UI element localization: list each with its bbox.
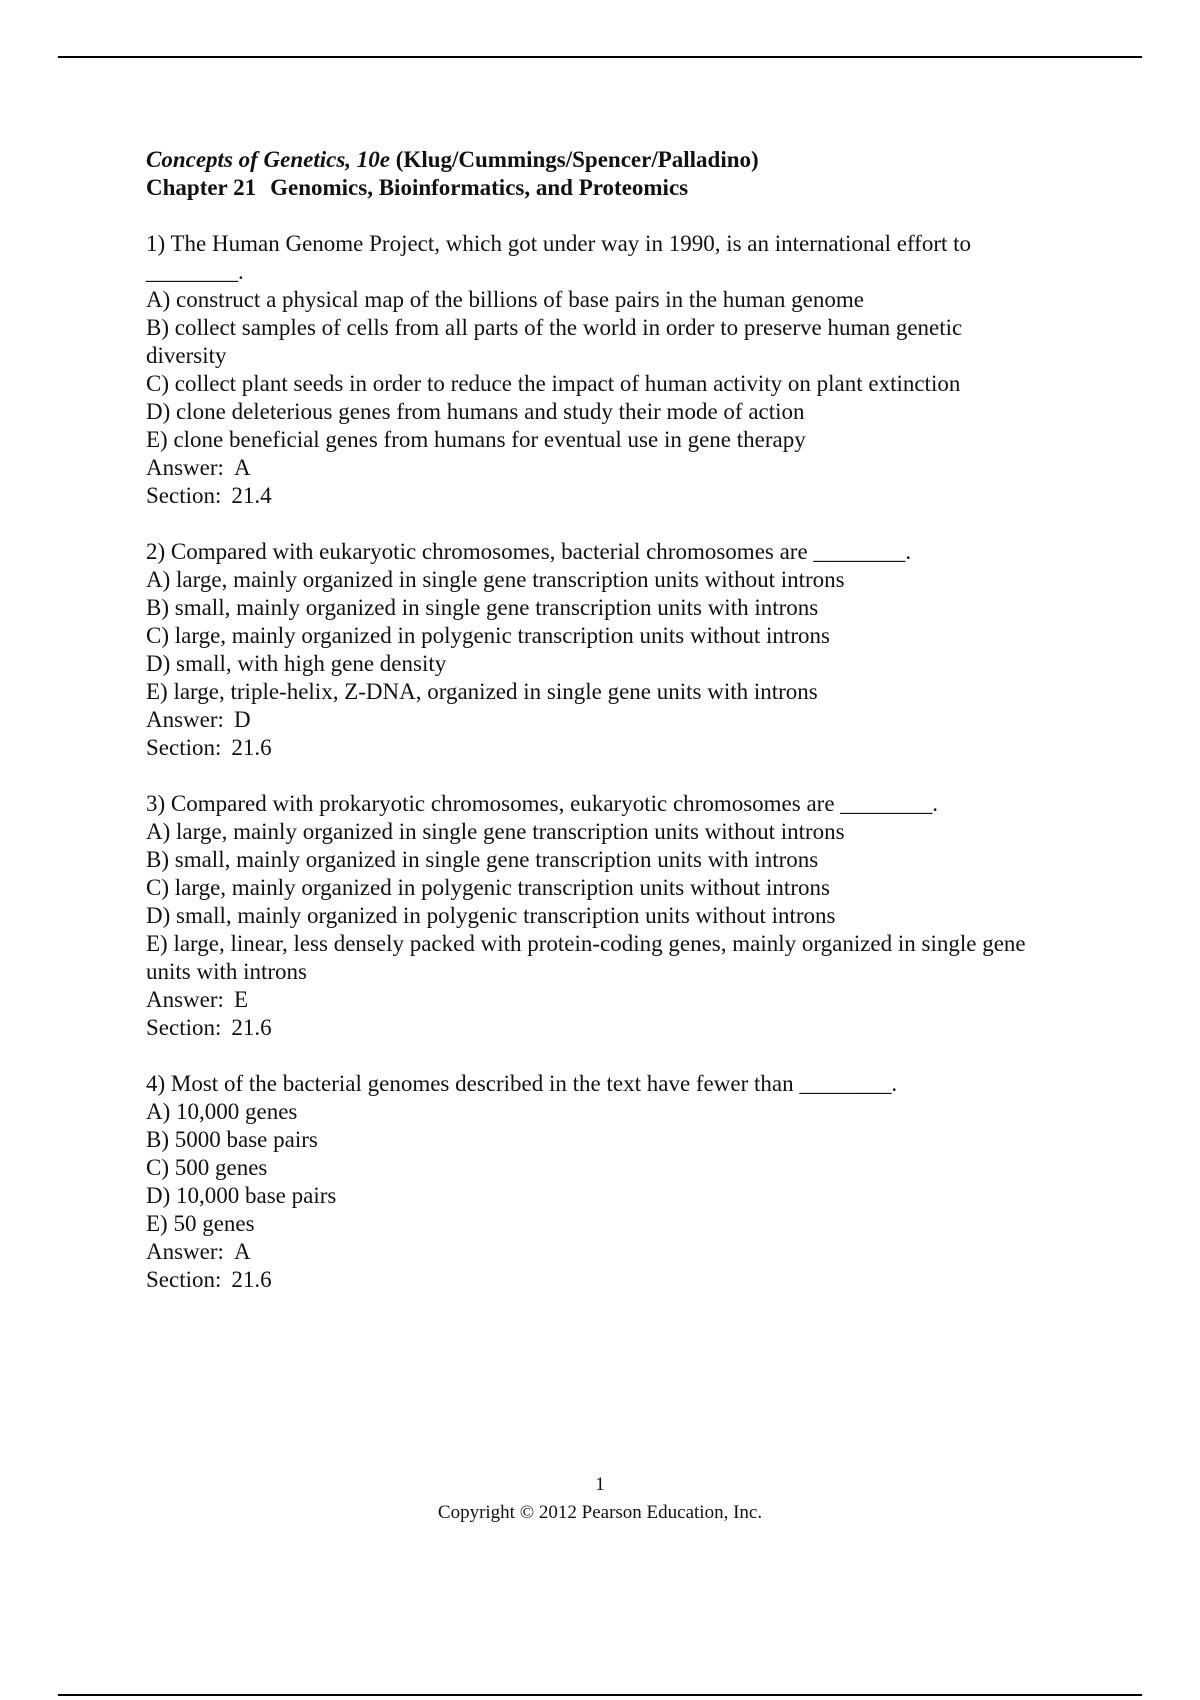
option-e: E) clone beneficial genes from humans for eventual use in gene therapy: [146, 427, 806, 452]
question-3: [146, 790, 1046, 1042]
chapter-label: Chapter 21: [146, 175, 257, 200]
copyright-notice: Copyright © 2012 Pearson Education, Inc.: [437, 1502, 763, 1523]
question-4: [146, 1070, 1046, 1294]
book-line: [146, 146, 1046, 174]
option-c: C) collect plant seeds in order to reduce the impact of human activity on plant extinction: [146, 371, 961, 396]
answer-value: A: [233, 1239, 251, 1264]
answer-label: Answer:: [146, 707, 224, 732]
option-e: E) large, triple-helix, Z-DNA, organized in single gene units with introns: [146, 679, 818, 704]
option-d: D) 10,000 base pairs: [146, 1183, 337, 1208]
question-stem: 1) The Human Genome Project, which got under way in 1990, is an international effort to ________.: [146, 231, 972, 284]
option-b: B) collect samples of cells from all parts of the world in order to preserve human genetic diversity: [146, 315, 963, 368]
question-stem: 3) Compared with prokaryotic chromosomes, eukaryotic chromosomes are ________.: [146, 791, 939, 816]
section-value: 21.6: [231, 1015, 272, 1040]
option-d: D) small, mainly organized in polygenic transcription units without introns: [146, 903, 836, 928]
answer-value: D: [233, 707, 251, 732]
option-e: E) 50 genes: [146, 1211, 255, 1236]
option-d: D) clone deleterious genes from humans and study their mode of action: [146, 399, 805, 424]
section-value: 21.6: [231, 1267, 272, 1292]
section-line: [146, 482, 1046, 510]
option-d: D) small, with high gene density: [146, 651, 447, 676]
section-line: [146, 1014, 1046, 1042]
question-stem: 2) Compared with eukaryotic chromosomes, bacterial chromosomes are ________.: [146, 539, 912, 564]
option-b: B) small, mainly organized in single gene transcription units with introns: [146, 595, 819, 620]
section-value: 21.6: [231, 735, 272, 760]
option-b: B) 5000 base pairs: [146, 1127, 318, 1152]
question-2: [146, 538, 1046, 762]
answer-value: A: [233, 455, 251, 480]
answer-line: [146, 986, 1046, 1014]
section-label: Section:: [146, 1267, 222, 1292]
bottom-rule: [58, 1694, 1142, 1696]
option-a: A) large, mainly organized in single gene transcription units without introns: [146, 819, 845, 844]
page-number: 1: [595, 1474, 605, 1495]
book-authors: (Klug/Cummings/Spencer/Palladino): [395, 147, 759, 172]
answer-line: [146, 706, 1046, 734]
option-a: A) 10,000 genes: [146, 1099, 298, 1124]
option-a: A) construct a physical map of the billions of base pairs in the human genome: [146, 287, 864, 312]
section-line: [146, 734, 1046, 762]
section-label: Section:: [146, 1015, 222, 1040]
option-a: A) large, mainly organized in single gene transcription units without introns: [146, 567, 845, 592]
document-header: [146, 146, 1046, 202]
option-c: C) 500 genes: [146, 1155, 268, 1180]
answer-value: E: [233, 987, 248, 1012]
question-stem: 4) Most of the bacterial genomes described in the text have fewer than ________.: [146, 1071, 898, 1096]
option-b: B) small, mainly organized in single gene transcription units with introns: [146, 847, 819, 872]
book-title: Concepts of Genetics, 10e: [146, 147, 391, 172]
document-body: [146, 146, 1046, 1322]
option-c: C) large, mainly organized in polygenic transcription units without introns: [146, 623, 830, 648]
option-c: C) large, mainly organized in polygenic transcription units without introns: [146, 875, 830, 900]
answer-line: [146, 454, 1046, 482]
section-value: 21.4: [231, 483, 272, 508]
answer-label: Answer:: [146, 455, 224, 480]
answer-label: Answer:: [146, 987, 224, 1012]
chapter-title: Genomics, Bioinformatics, and Proteomics: [270, 175, 689, 200]
option-e: E) large, linear, less densely packed with protein-coding genes, mainly organized in single gene units with introns: [146, 931, 1026, 984]
question-1: [146, 230, 1046, 510]
answer-label: Answer:: [146, 1239, 224, 1264]
section-label: Section:: [146, 483, 222, 508]
answer-line: [146, 1238, 1046, 1266]
top-rule: [58, 56, 1142, 58]
section-line: [146, 1266, 1046, 1294]
chapter-line: [146, 174, 1046, 202]
section-label: Section:: [146, 735, 222, 760]
